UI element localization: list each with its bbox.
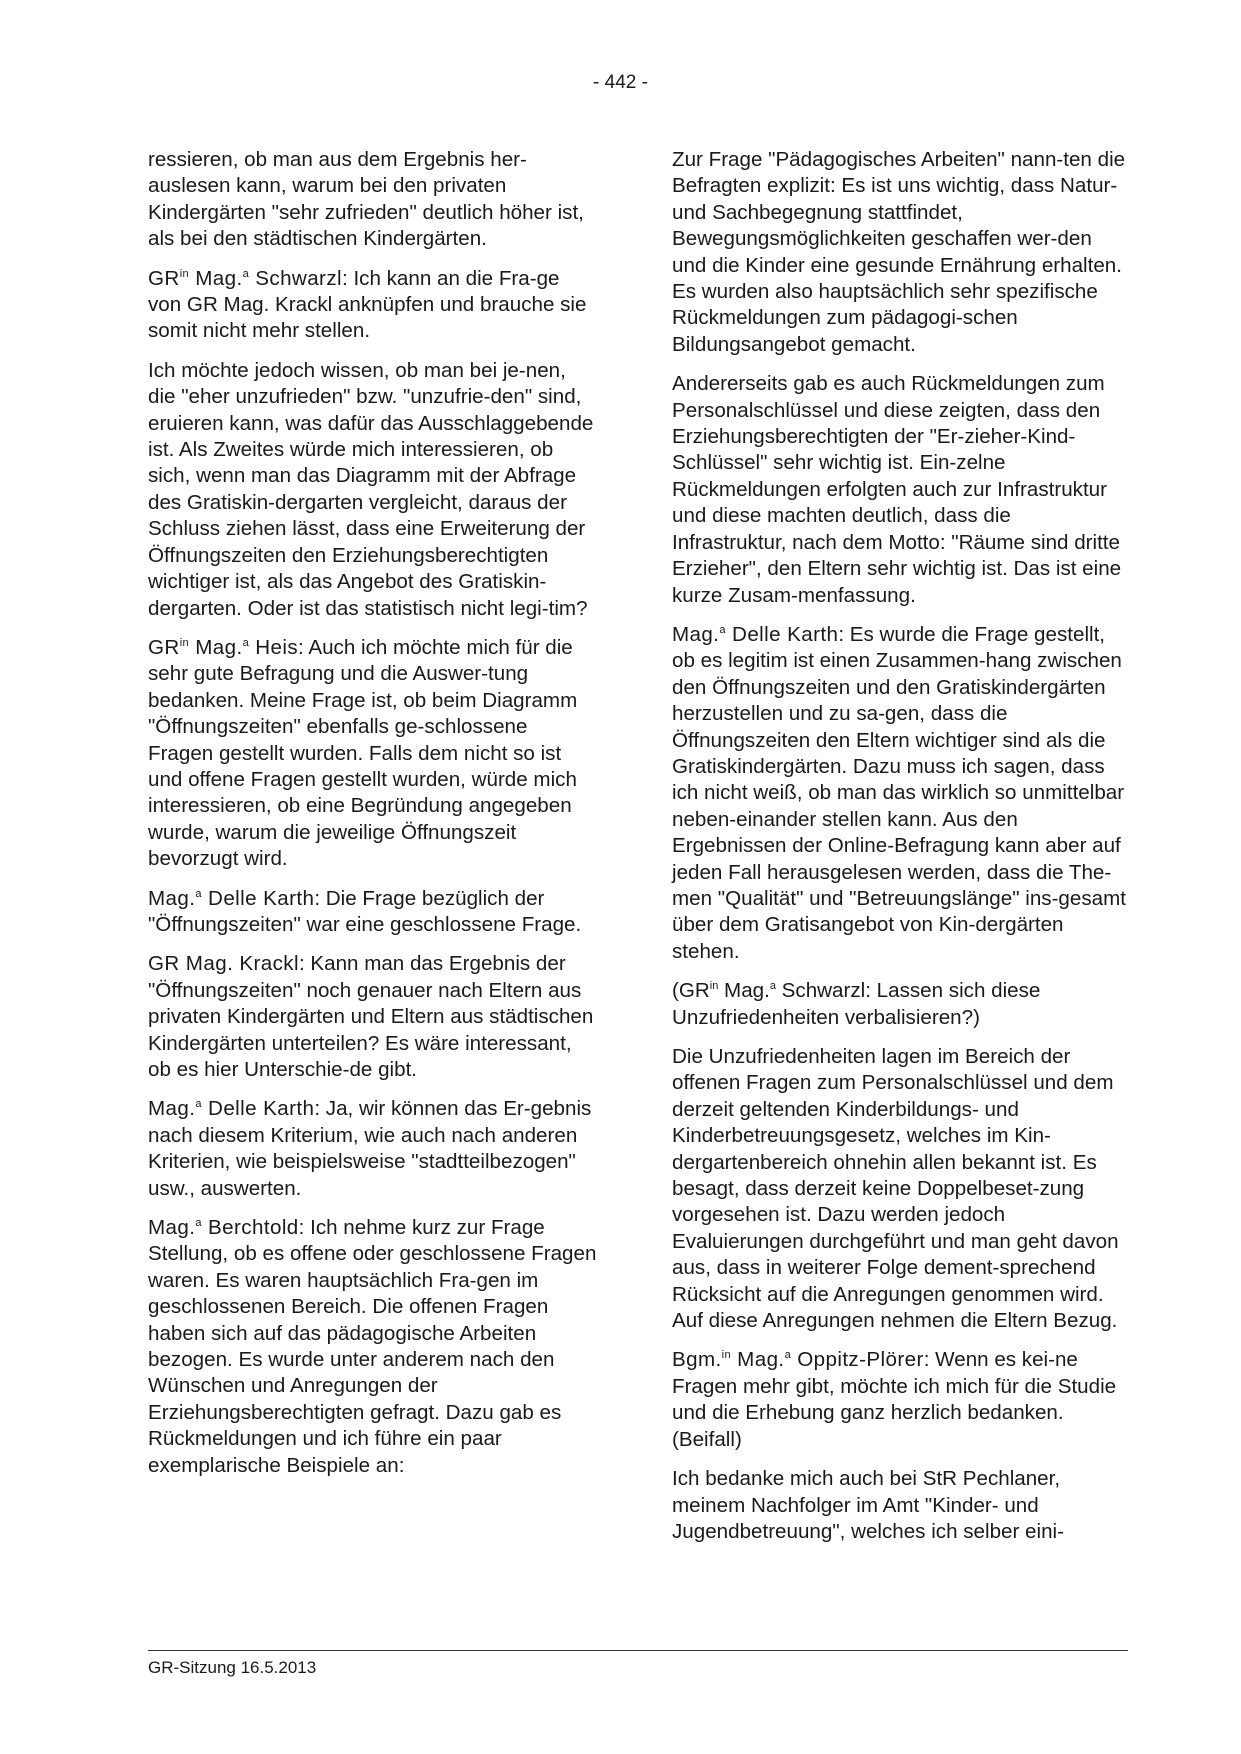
speech-text: : Kann man das Ergebnis der "Öffnungszeiten" noch genauer nach Eltern aus privaten Kindergärten und Eltern aus städtischen Kindergärten unterteilen? Es wäre interessant, ob es hier Unterschie-de gibt. [148,952,594,1081]
paragraph: Ich bedanke mich auch bei StR Pechlaner, meinem Nachfolger im Amt "Kinder- und Jugendbetreuung", welches ich selber eini- [672,1467,1064,1543]
speaker-name: GR Mag. Krackl [148,952,299,976]
speech-text: : Es wurde die Frage gestellt, ob es legitim ist einen Zusammen-hang zwischen den Öffnungszeiten und den Gratiskindergärten herzustellen und zu sa-gen, dass die Öffnungszeiten den Eltern wichtiger sind als die Gratiskindergärten. Dazu muss ich sagen, dass ich nicht weiß, ob man das wirklich so unmittelbar neben-einander stellen kann. Aus den Ergebnissen der Online-Befragung kann aber auf jeden Fall herausgelesen werden, dass die The-men "Qualität" und "Betreuungslänge" ins-gesamt über dem Gratisangebot von Kin-dergärten stehen. [672,622,1126,963]
paragraph: Andererseits gab es auch Rückmeldungen zum Personalschlüssel und diese zeigten, dass den Erziehungsberechtigten der "Er-zieher-Kind-Schlüssel" sehr wichtig ist. Ein-zelne Rückmeldungen erfolgten auch zur Infrastruktur und diese machten deutlich, dass die Infrastruktur, nach dem Motto: "Räume sind dritte Erzieher", den Eltern sehr wichtig ist. Das ist eine kurze Zusam-menfassung. [672,372,1122,607]
paragraph: ressieren, ob man aus dem Ergebnis her-auslesen kann, warum bei den privaten Kindergärten "sehr zufrieden" deutlich höher ist, als bei den städtischen Kindergärten. [148,148,584,251]
left-column [148,147,598,1492]
speaker-name: Bgm.$^{in}$ Mag.$^a$ Oppitz-Plörer [672,1348,924,1372]
page-number: - 442 - [593,72,648,93]
speaker-name: Mag.$^a$ Delle Karth [148,886,315,910]
speaker-paragraph [672,622,1128,965]
speaker-name: Mag.$^a$ Delle Karth [148,1097,315,1121]
speaker-paragraph [672,1347,1128,1453]
speaker-name: Mag.$^a$ Berchtold [148,1216,299,1240]
speech-text: : Ich nehme kurz zur Frage Stellung, ob es offene oder geschlossene Fragen waren. Es waren hauptsächlich Fra-gen im geschlossenen Bereich. Die offenen Fragen haben sich auf das pädagogische Arbeiten bezogen. Es wurde unter anderem nach den Wünschen und Anregungen der Erziehungsberechtigten gefragt. Dazu gab es Rückmeldungen und ich führe ein paar exemplarische Beispiele an: [148,1216,597,1477]
speech-text: : Ich kann an die Fra-ge von GR Mag. Krackl anknüpfen und brauche sie somit nicht mehr stellen. [148,266,587,343]
footer-divider [148,1650,1128,1651]
paragraph: Zur Frage "Pädagogisches Arbeiten" nann-ten die Befragten explizit: Es ist uns wichtig, dass Natur- und Sachbegegnung stattfindet, Bewegungsmöglichkeiten geschaffen wer-den und die Kinder eine gesunde Ernährung erhalten. Es wurden also hauptsächlich sehr spezifische Rückmeldungen zum pädagogi-schen Bildungsangebot gemacht. [672,148,1126,356]
speaker-name: $GR^{in}$ Mag.$^a$ Schwarzl [148,266,342,290]
speaker-paragraph [148,951,598,1083]
right-column [672,147,1128,1558]
speech-text: : Die Frage bezüglich der "Öffnungszeiten" war eine geschlossene Frage. [148,886,582,936]
speaker-paragraph [148,635,598,873]
speaker-name: $GR^{in}$ Mag.$^a$ Heis [148,635,299,659]
speaker-paragraph [148,266,598,345]
speech-text: : Auch ich möchte mich für die sehr gute Befragung und die Auswer-tung bedanken. Meine Frage ist, ob beim Diagramm "Öffnungszeiten" ebenfalls ge-schlossene Fragen gestellt wurden. Falls dem nicht so ist und offene Fragen gestellt wurden, würde mich interessieren, ob eine Begründung angegeben wurde, warum die jeweilige Öffnungszeit bevorzugt wird. [148,635,578,871]
speaker-paragraph [148,886,598,939]
speech-text: : Wenn es kei-ne Fragen mehr gibt, möchte ich mich für die Studie und die Erhebung ganz herzlich bedanken. (Beifall) [672,1348,1117,1451]
paragraph: Die Unzufriedenheiten lagen im Bereich der offenen Fragen zum Personalschlüssel und dem derzeit geltenden Kinderbildungs- und Kinderbetreuungsgesetz, welches im Kin-dergartenbereich ohnehin allen bekannt ist. Es besagt, dass derzeit keine Doppelbeset-zung vorgesehen ist. Dazu werden jedoch Evaluierungen durchgeführt und man geht davon aus, dass in weiterer Folge dement-sprechend Rücksicht auf die Anregungen genommen wird. Auf diese Anregungen nehmen die Eltern Bezug. [672,1045,1119,1333]
speech-text: : Ja, wir können das Er-gebnis nach diesem Kriterium, wie auch nach anderen Kriterien, wie beispielsweise "stadtteilbezogen" usw., auswerten. [148,1097,592,1200]
footer-text: GR-Sitzung 16.5.2013 [148,1658,317,1677]
speaker-name: Mag.$^a$ Delle Karth [672,622,839,646]
speaker-paragraph [148,1215,598,1479]
paragraph: Ich möchte jedoch wissen, ob man bei je-nen, die "eher unzufrieden" bzw. "unzufrie-den" sind, eruieren kann, was dafür das Ausschlaggebende ist. Als Zweites würde mich interessieren, ob sich, wenn man das Diagramm mit der Abfrage des Gratiskin-dergarten vergleicht, daraus der Schluss ziehen lässt, dass eine Erweiterung der Öffnungszeiten den Erziehungsberechtigten wichtiger ist, als das Angebot des Gratiskin-dergarten. Oder ist das statistisch nicht legi-tim? [148,358,594,620]
speaker-paragraph [148,1096,598,1202]
interjection: ($GR^{in}$ Mag.$^a$ Schwarzl: Lassen sich diese Unzufriedenheiten verbalisieren?) [672,979,1041,1029]
